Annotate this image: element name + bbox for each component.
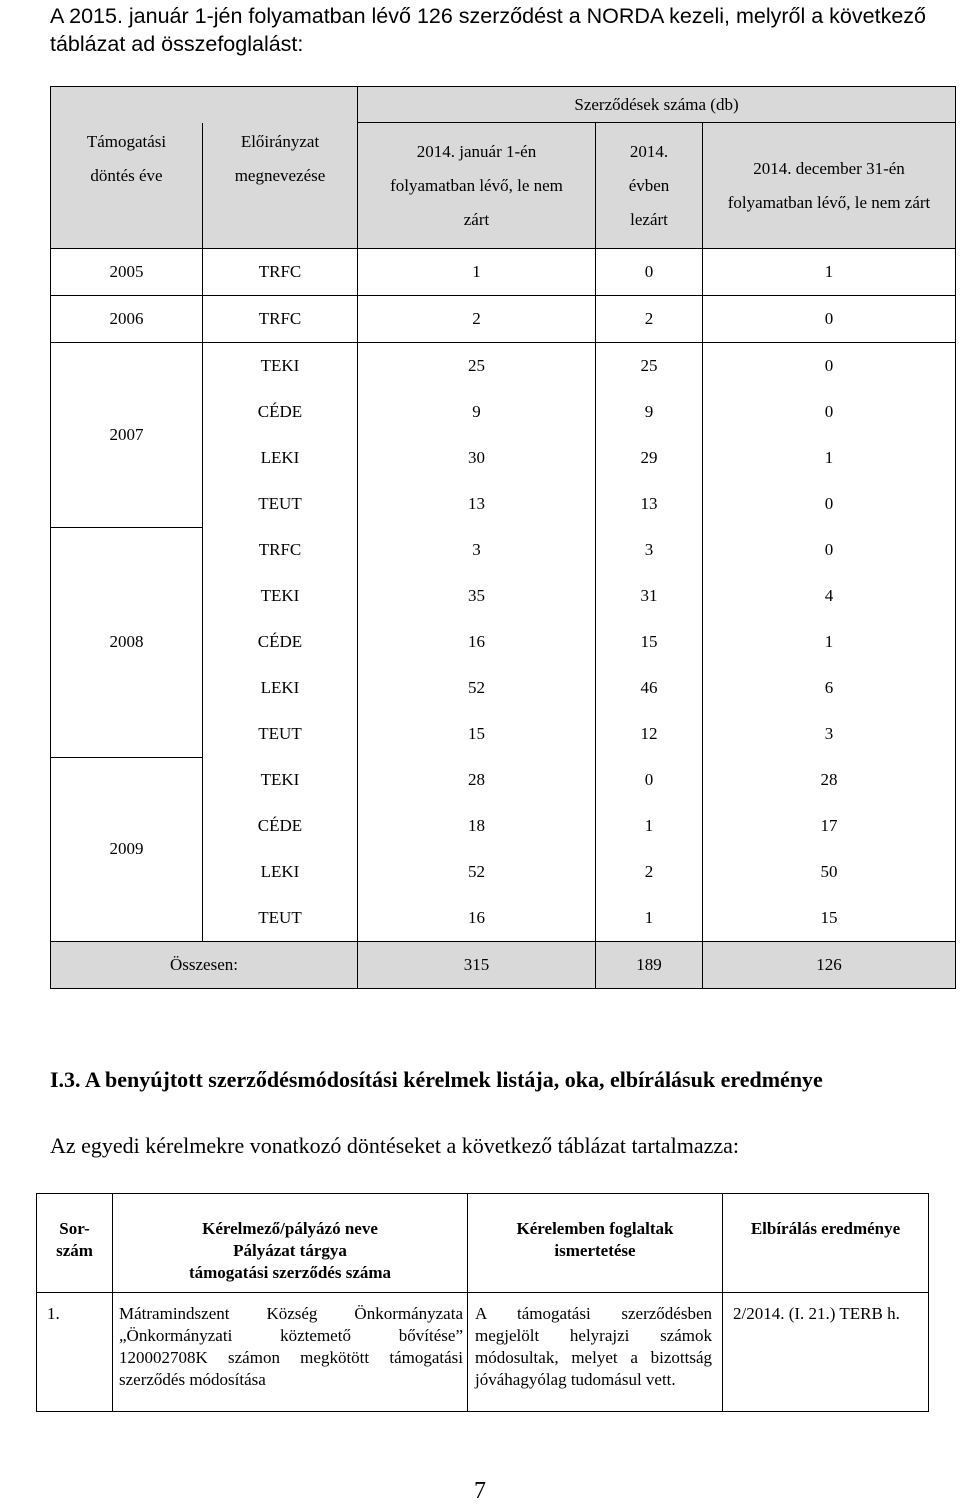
closed-cell: 2 [596, 296, 703, 343]
open-start-cell: 16 [358, 895, 596, 942]
applicant-cell: Mátramindszent Község Önkormányzata „Önkormányzati köztemető bővítése” 120002708K számon megkötött támogatási szerződés módosítása [113, 1293, 468, 1412]
table-row [51, 343, 956, 390]
modification-requests-table [36, 1193, 929, 1412]
appropriation-cell: TRFC [203, 249, 358, 296]
closed-cell: 29 [596, 435, 703, 481]
col-header-applicant: Kérelmező/pályázó neve Pályázat tárgya támogatási szerződés száma [113, 1194, 468, 1293]
total-open-start: 315 [358, 942, 596, 989]
col-header-closed: 2014. évben lezárt [596, 123, 703, 249]
section-title: I.3. A benyújtott szerződésmódosítási kérelmek listája, oka, elbírálásuk eredménye [50, 1067, 823, 1092]
appropriation-cell: TEUT [203, 481, 358, 527]
open-end-cell: 17 [703, 803, 956, 849]
open-start-cell: 9 [358, 389, 596, 435]
total-closed: 189 [596, 942, 703, 989]
decision-cell: 2/2014. (I. 21.) TERB h. [723, 1293, 929, 1412]
serial-cell: 1. [37, 1293, 113, 1412]
open-end-cell: 0 [703, 389, 956, 435]
closed-cell: 46 [596, 665, 703, 711]
open-start-cell: 2 [358, 296, 596, 343]
appropriation-cell: LEKI [203, 665, 358, 711]
open-start-cell: 28 [358, 757, 596, 803]
table-row [51, 296, 956, 343]
closed-cell: 0 [596, 249, 703, 296]
open-end-cell: 0 [703, 527, 956, 573]
closed-cell: 3 [596, 527, 703, 573]
year-cell: 2007 [51, 343, 203, 528]
total-open-end: 126 [703, 942, 956, 989]
total-label: Összesen: [51, 942, 358, 989]
open-end-cell: 4 [703, 573, 956, 619]
open-start-cell: 15 [358, 711, 596, 757]
open-start-cell: 13 [358, 481, 596, 527]
open-start-cell: 35 [358, 573, 596, 619]
closed-cell: 1 [596, 895, 703, 942]
appropriation-cell: TRFC [203, 296, 358, 343]
open-end-cell: 1 [703, 619, 956, 665]
table2-header-row [37, 1194, 929, 1293]
table1-group-header-row [51, 87, 956, 123]
open-start-cell: 1 [358, 249, 596, 296]
closed-cell: 9 [596, 389, 703, 435]
contracts-summary-table [50, 86, 956, 989]
table-row [51, 757, 956, 803]
open-end-cell: 28 [703, 757, 956, 803]
appropriation-cell: LEKI [203, 435, 358, 481]
year-cell: 2008 [51, 527, 203, 757]
closed-cell: 25 [596, 343, 703, 390]
appropriation-cell: CÉDE [203, 619, 358, 665]
closed-cell: 15 [596, 619, 703, 665]
appropriation-cell: TRFC [203, 527, 358, 573]
open-start-cell: 18 [358, 803, 596, 849]
contracts-count-header: Szerződések száma (db) [358, 87, 956, 123]
closed-cell: 1 [596, 803, 703, 849]
section-subtitle: Az egyedi kérelmekre vonatkozó döntéseket a következő táblázat tartalmazza: [50, 1133, 739, 1158]
year-cell: 2009 [51, 757, 203, 942]
closed-cell: 0 [596, 757, 703, 803]
appropriation-cell: CÉDE [203, 803, 358, 849]
col-header-year: Támogatási döntés éve [51, 123, 203, 249]
open-start-cell: 3 [358, 527, 596, 573]
open-end-cell: 1 [703, 249, 956, 296]
appropriation-cell: TEUT [203, 895, 358, 942]
open-end-cell: 0 [703, 296, 956, 343]
open-start-cell: 30 [358, 435, 596, 481]
open-end-cell: 6 [703, 665, 956, 711]
appropriation-cell: TEUT [203, 711, 358, 757]
open-start-cell: 25 [358, 343, 596, 390]
appropriation-cell: TEKI [203, 573, 358, 619]
open-end-cell: 0 [703, 343, 956, 390]
table-row [37, 1293, 929, 1412]
open-end-cell: 50 [703, 849, 956, 895]
intro-paragraph: A 2015. január 1-jén folyamatban lévő 126 szerződést a NORDA kezeli, melyről a következő táblázat ad összefoglalást: [50, 4, 926, 56]
request-content-cell: A támogatási szerződésben megjelölt helyrajzi számok módosultak, melyet a bizottság jóváhagyólag tudomásul vett. [468, 1293, 723, 1412]
closed-cell: 31 [596, 573, 703, 619]
open-end-cell: 1 [703, 435, 956, 481]
appropriation-cell: TEKI [203, 757, 358, 803]
table-row [51, 527, 956, 573]
open-end-cell: 3 [703, 711, 956, 757]
open-start-cell: 16 [358, 619, 596, 665]
col-header-open-start: 2014. január 1-én folyamatban lévő, le nem zárt [358, 123, 596, 249]
col-header-appropriation: Előirányzat megnevezése [203, 123, 358, 249]
closed-cell: 2 [596, 849, 703, 895]
table1-column-header-row [51, 123, 956, 249]
page-number: 7 [474, 1478, 486, 1504]
appropriation-cell: LEKI [203, 849, 358, 895]
closed-cell: 13 [596, 481, 703, 527]
col-header-decision: Elbírálás eredménye [723, 1194, 929, 1293]
appropriation-cell: CÉDE [203, 389, 358, 435]
col-header-request-content: Kérelemben foglaltak ismertetése [468, 1194, 723, 1293]
open-start-cell: 52 [358, 665, 596, 711]
open-start-cell: 52 [358, 849, 596, 895]
open-end-cell: 15 [703, 895, 956, 942]
appropriation-cell: TEKI [203, 343, 358, 390]
year-cell: 2006 [51, 296, 203, 343]
col-header-open-end: 2014. december 31-én folyamatban lévő, le nem zárt [703, 123, 956, 249]
total-row [51, 942, 956, 989]
year-cell: 2005 [51, 249, 203, 296]
col-header-serial: Sor- szám [37, 1194, 113, 1293]
closed-cell: 12 [596, 711, 703, 757]
table-row [51, 249, 956, 296]
open-end-cell: 0 [703, 481, 956, 527]
